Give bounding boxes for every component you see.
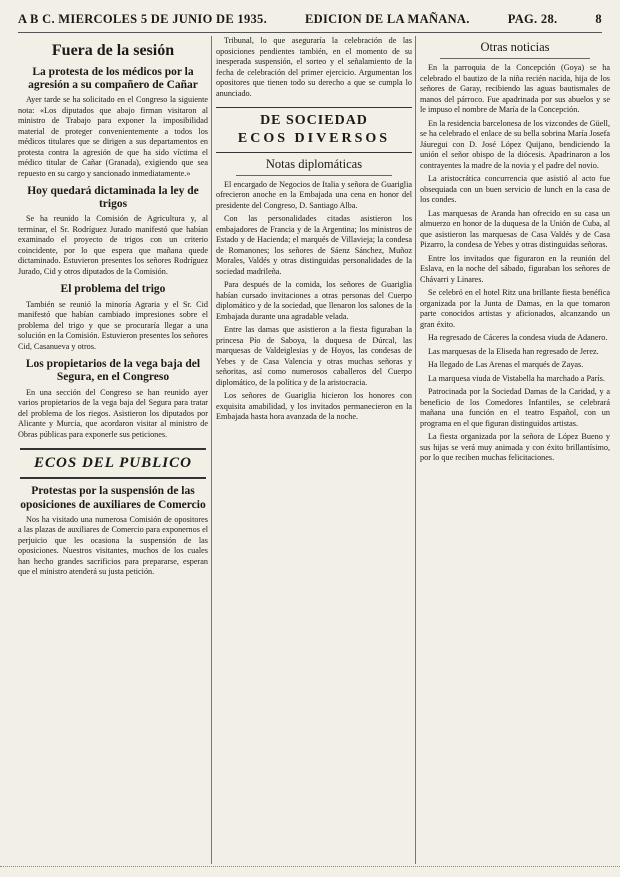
column-middle xyxy=(216,36,412,864)
header-edition: EDICION DE LA MAÑANA. xyxy=(305,11,470,26)
society-title: DE SOCIEDAD xyxy=(260,113,368,128)
header-page-number: 8 xyxy=(595,11,602,26)
section-title: Fuera de la sesión xyxy=(51,42,175,59)
column-rule xyxy=(211,36,212,864)
article-title: La protesta de los médicos por la agresión a su compañero de Cañar xyxy=(28,65,198,91)
article-title: Protestas por la suspensión de las oposiciones de auxiliares de Comercio xyxy=(20,485,206,511)
article-title: Hoy quedará dictaminada la ley de trigos xyxy=(27,185,199,211)
column-left xyxy=(18,36,208,864)
society-title-box xyxy=(216,107,412,153)
column-rule xyxy=(415,36,416,864)
article-body: Las marquesas de Aranda han ofrecido en su casa un almuerzo en honor de la duquesa de la Unión de Cuba, al que asistieron las marquesas de Casa Valdés y de Casa Pizarro, la condesa de Yebes y otras distinguidas señoras. xyxy=(420,208,610,250)
page-header xyxy=(18,6,602,33)
divider xyxy=(236,175,392,176)
ecos-publico-title: ECOS DEL PUBLICO xyxy=(20,448,206,479)
article-body: El encargado de Negocios de Italia y señora de Guariglia ofrecieron anoche en la Embajada una cena en honor del presidente del Congreso, D. Santiago Alba. xyxy=(216,179,412,210)
subsection-title: Notas diplomáticas xyxy=(265,156,363,171)
article-title: Los propietarios de la vega baja del Segura, en el Congreso xyxy=(25,358,201,384)
article-body: Con las personalidades citadas asistieron los embajadores de Francia y de la Argentina; los ministros de Estado y de Hacienda; el marqués de Villavieja; la condesa de Romanones; los señores de Sáenz Sánchez, Muñoz Morales, Valdés y otras distinguidas personalidades de la sociedad madrileña. xyxy=(216,214,412,276)
society-subtitle: ECOS DIVERSOS xyxy=(237,130,391,146)
article-body: Patrocinada por la Sociedad Damas de la Caridad, y a beneficio de los Comedores Infantiles, se celebrará mañana una función en el teatro Español, con un programa en el que figuran distinguidos artistas. xyxy=(420,387,610,428)
article-body: Nos ha visitado una numerosa Comisión de opositores a las plazas de auxiliares de Comercio para exponernos el perjuicio que les ocasiona la suspensión de las oposiciones. Nuestros visitantes, muchos de los cuales han hecho grandes sacrificios para prepararse, esperan que el ministro atenderá su justa petición. xyxy=(18,514,208,577)
article-body: Los señores de Guariglia hicieron los honores con exquisita amabilidad, y los invitados permanecieron en la Embajada hasta hora avanzada de la noche. xyxy=(216,391,412,422)
article-body: Para después de la comida, los señores de Guariglia habían cursado invitaciones a otras personas del Cuerpo diplomático y de la sociedad, que llenaron los salones de la Embajada durante una agradable velada. xyxy=(216,280,412,321)
article-body: Se ha reunido la Comisión de Agricultura y, al terminar, el Sr. Rodríguez Jurado manifestó que habían examinado el proyecto de trigos con un criterio coincidente, por lo que espera que mañana quede dictaminado. Estuvieron presentes los señores Rodríguez Jurado, Cid y otros diputados de la Comisión. xyxy=(18,214,208,276)
article-body: Ayer tarde se ha solicitado en el Congreso la siguiente nota: «Los diputados que abajo firman visitaron al ministro de Trabajo para exponer la imposibilidad material de proteger convenientemente a todos los médicos titulares que se dirigen a sus departamentos en protesta contra la agresión de que ha sido víctima el médico titular de Cañar (Granada), exigiendo que sea repuesto en su cargo y sancionado inmediatamente.» xyxy=(18,95,208,178)
article-body: La fiesta organizada por la señora de López Bueno y sus hijas se verá muy animada y con éxito brillantísimo, por lo que reciben muchas felicitaciones. xyxy=(420,432,610,463)
header-page: PAG. 28. xyxy=(507,11,558,26)
section-title: Otras noticias xyxy=(480,40,550,54)
article-body: También se reunió la minoría Agraria y el Sr. Cid manifestó que habían cambiado impresiones sobre el problema del trigo y que se procuraría llegar a una solución en la Comisión. Estuvieron presentes los señores Cid, Casanueva y otros. xyxy=(18,299,208,351)
article-body: En la residencia barcelonesa de los vizcondes de Güell, se ha celebrado el enlace de su bella sobrina María Josefa Jáuregui con D. José López Quijano, bendiciendo la unión el señor obispo de la diócesis. Apadrinaron a los contrayentes la madre de la novia y el padre del novio. xyxy=(420,118,610,170)
divider xyxy=(440,58,590,59)
article-body: La aristocrática concurrencia que asistió al acto fue obsequiada con un buen servicio de lunch en la casa de los condes. xyxy=(420,174,610,205)
header-date: A B C. MIERCOLES 5 DE JUNIO DE 1935. xyxy=(18,11,268,26)
column-right xyxy=(420,36,610,864)
article-body: En la parroquia de la Concepción (Goya) se ha celebrado el bautizo de la niña recién nacida, hija de los señores de Garay, recibiendo las aguas bautismales de manos del párroco. Fue apadrinada por sus abuelos y se le impuso el nombre de María de la Concepción. xyxy=(420,63,610,115)
article-body: Entre los invitados que figuraron en la reunión del Eslava, en la noche del sábado, figuraban los señores de Chávarri y Linares. xyxy=(420,253,610,284)
article-body: Ha llegado de Las Arenas el marqués de Zayas. xyxy=(428,360,584,370)
article-body: Tribunal, lo que aseguraría la celebración de las oposiciones pendientes también, en el momento de su inesperada suspensión, el sorteo y el señalamiento de la fecha de celebración del primer ejercicio. Argumentan los opositores que tienen todo su derecho a que se cumpla lo anunciado. xyxy=(216,36,412,98)
article-title: El problema del trigo xyxy=(60,283,166,296)
article-body: La marquesa viuda de Vistabella ha marchado a París. xyxy=(428,373,605,383)
article-body: Las marquesas de la Eliseda han regresado de Jerez. xyxy=(428,346,599,356)
article-body: Ha regresado de Cáceres la condesa viuda de Adanero. xyxy=(428,333,608,343)
bottom-strip xyxy=(0,866,620,877)
article-body: En una sección del Congreso se han reunido ayer varios propietarios de la vega baja del Segura para tratar del problema de los riegos. Asistieron los diputados por Alicante y Murcia, que acordaron visitar al ministro de Obras públicas para exponerle sus peticiones. xyxy=(18,387,208,439)
article-body: Entre las damas que asistieron a la fiesta figuraban la princesa Pío de Saboya, la duquesa de Dúrcal, las marquesas de Valdeiglesias y de Hoyos, las condesas de Yebes y de Casa Valencia y otras muchas señoras y señoritas, así como numerosos caballeros del Cuerpo diplomático, de la política y de la aristocracia. xyxy=(216,325,412,387)
article-body: Se celebró en el hotel Ritz una brillante fiesta benéfica organizada por la Junta de Damas, en la que tomaron parte conocidos artistas y aficionados, alcanzando un gran éxito. xyxy=(420,288,610,329)
